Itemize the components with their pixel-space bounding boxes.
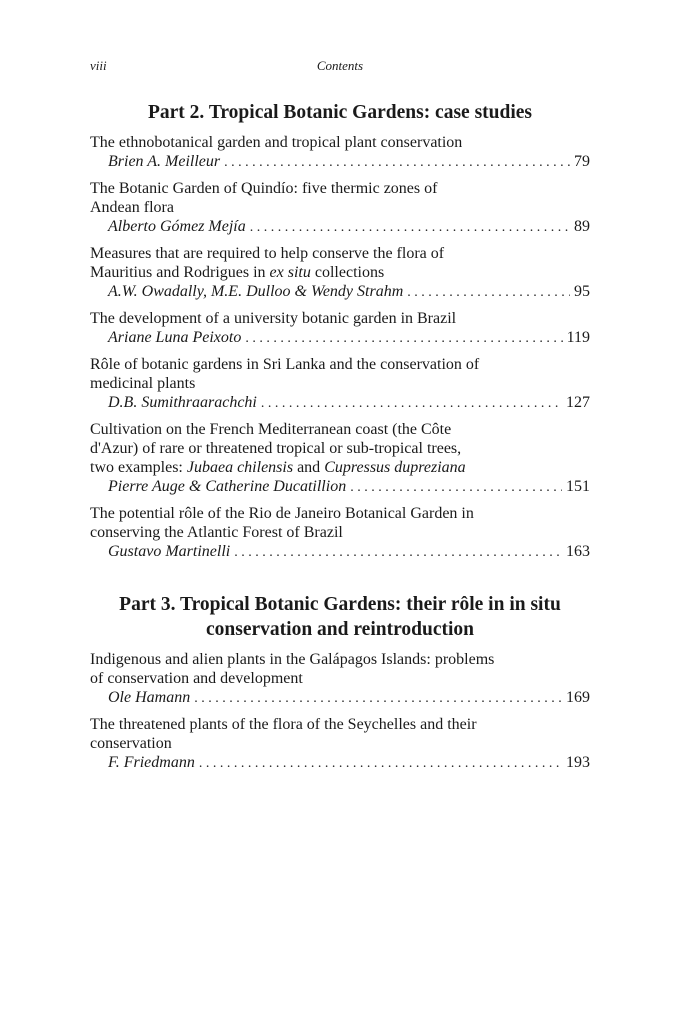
entry-title: Cultivation on the French Mediterranean coast (the Côte: [90, 421, 452, 438]
entry-page: 193: [566, 754, 590, 771]
title-italic: Cupressus dupreziana: [324, 459, 466, 476]
entry-author: Brien A. Meilleur: [108, 153, 221, 170]
entry-author: Alberto Gómez Mejía: [108, 218, 246, 235]
entry-title: The Botanic Garden of Quindío: five thermic zones of: [90, 180, 438, 197]
entry-page: 127: [566, 394, 590, 411]
entry-page: 119: [566, 329, 590, 346]
entry-title: medicinal plants: [90, 375, 196, 392]
title-text: Mauritius and Rodrigues in: [90, 264, 270, 281]
title-text: two examples:: [90, 459, 187, 476]
entry-author: Gustavo Martinelli: [108, 543, 231, 560]
entry-page: 79: [574, 153, 590, 170]
entry-author: Ole Hamann: [108, 689, 191, 706]
author-line: [90, 477, 590, 497]
toc-entry: [90, 504, 590, 562]
dot-leader: [250, 218, 570, 237]
toc-entry: [90, 650, 590, 708]
entry-title: of conservation and development: [90, 670, 303, 687]
entry-title: Andean flora: [90, 199, 174, 216]
entry-title: [90, 263, 590, 282]
entry-page: 169: [566, 689, 590, 706]
entry-title: The threatened plants of the flora of the Seychelles and their: [90, 716, 477, 733]
entry-page: 89: [574, 218, 590, 235]
entry-title: conservation: [90, 735, 172, 752]
author-line: [90, 217, 590, 237]
table-of-contents: [90, 100, 590, 780]
entry-title: d'Azur) of rare or threatened tropical or sub-tropical trees,: [90, 440, 462, 457]
part-3-title: [90, 592, 590, 642]
author-line: [90, 393, 590, 413]
author-line: [90, 753, 590, 773]
entry-title: [90, 458, 590, 477]
dot-leader: [224, 153, 570, 172]
author-line: [90, 282, 590, 302]
dot-leader: [350, 478, 562, 497]
toc-entry: [90, 420, 590, 497]
title-italic: Jubaea chilensis: [186, 459, 294, 476]
toc-entry: [90, 355, 590, 413]
entry-title: The ethnobotanical garden and tropical plant conservation: [90, 134, 463, 151]
dot-leader: [261, 394, 562, 413]
author-line: [90, 328, 590, 348]
part-3-title-line: conservation and reintroduction: [206, 619, 474, 640]
part-2-title: Part 2. Tropical Botanic Gardens: case studies: [147, 102, 533, 123]
toc-entry: [90, 715, 590, 773]
page-number: viii: [90, 58, 107, 73]
dot-leader: [194, 689, 562, 708]
dot-leader: [245, 329, 562, 348]
entry-author: D.B. Sumithraarachchi: [108, 394, 257, 411]
entry-title: Measures that are required to help conserve the flora of: [90, 245, 445, 262]
toc-entry: [90, 133, 590, 172]
title-text: and: [293, 459, 325, 476]
entry-page: 95: [574, 283, 590, 300]
dot-leader: [199, 754, 562, 773]
entry-title: Indigenous and alien plants in the Galápagos Islands: problems: [90, 651, 495, 668]
entry-page: 151: [566, 478, 590, 495]
running-head-title: Contents: [316, 58, 364, 73]
toc-entry: [90, 179, 590, 237]
part-3-title-line: Part 3. Tropical Botanic Gardens: their rôle in in situ: [119, 594, 561, 615]
entry-author: Ariane Luna Peixoto: [108, 329, 242, 346]
entry-author: Pierre Auge & Catherine Ducatillion: [108, 478, 347, 495]
entry-title: The potential rôle of the Rio de Janeiro Botanical Garden in: [90, 505, 474, 522]
entry-page: 163: [566, 543, 590, 560]
running-head: [90, 58, 590, 78]
entry-title: The development of a university botanic garden in Brazil: [90, 310, 457, 327]
toc-entry: [90, 244, 590, 302]
entry-author: F. Friedmann: [108, 754, 195, 771]
entry-title: conserving the Atlantic Forest of Brazil: [90, 524, 343, 541]
entry-author: A.W. Owadally, M.E. Dulloo & Wendy Strahm: [108, 283, 404, 300]
title-text: collections: [310, 264, 385, 281]
entry-title: Rôle of botanic gardens in Sri Lanka and the conservation of: [90, 356, 480, 373]
dot-leader: [234, 543, 562, 562]
author-line: [90, 688, 590, 708]
toc-entry: [90, 309, 590, 348]
dot-leader: [407, 283, 570, 302]
author-line: [90, 542, 590, 562]
title-italic: ex situ: [269, 264, 311, 281]
author-line: [90, 152, 590, 172]
